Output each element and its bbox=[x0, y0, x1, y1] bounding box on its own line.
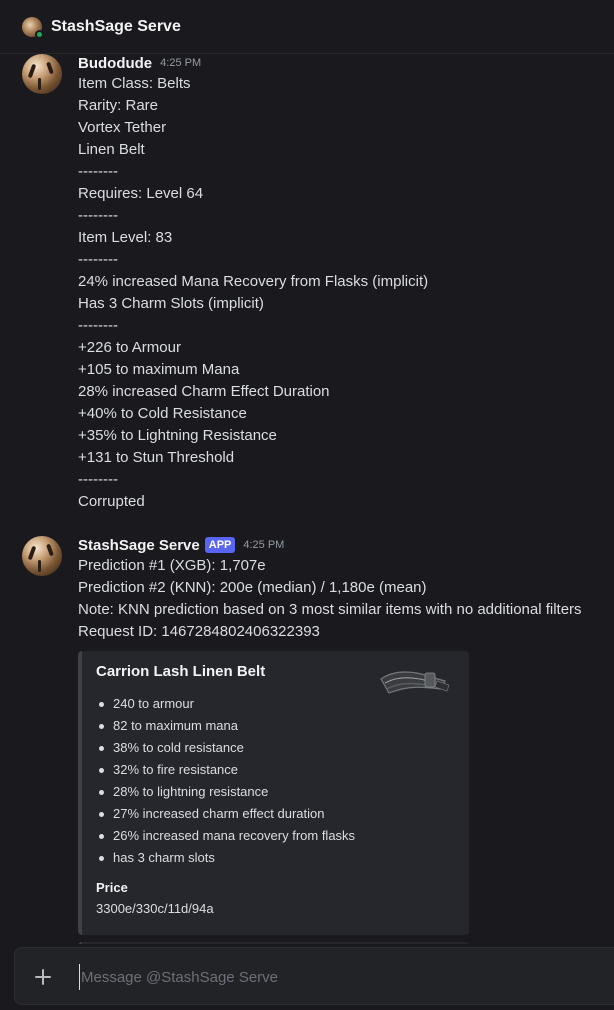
message-line: -------- bbox=[78, 471, 118, 488]
message-line: +40% to Cold Resistance bbox=[78, 405, 247, 422]
message-composer bbox=[14, 947, 614, 1005]
price-label: Price bbox=[96, 880, 128, 895]
message-content bbox=[78, 73, 428, 513]
user-avatar-icon[interactable] bbox=[22, 17, 42, 37]
message-line: -------- bbox=[78, 317, 118, 334]
message-line: Prediction #2 (KNN): 200e (median) / 1,180e (mean) bbox=[78, 579, 427, 596]
message-line: Note: KNN prediction based on 3 most similar items with no additional filters bbox=[78, 601, 582, 618]
message-line: Rarity: Rare bbox=[78, 97, 159, 114]
next-embed-partial bbox=[78, 942, 469, 944]
timestamp: 4:25 PM bbox=[160, 57, 202, 69]
message-line: -------- bbox=[78, 163, 118, 180]
list-item: 240 to armour bbox=[96, 693, 355, 715]
message-line: -------- bbox=[78, 207, 118, 224]
avatar[interactable] bbox=[22, 54, 62, 94]
message-line: Linen Belt bbox=[78, 141, 145, 158]
message-line: Prediction #1 (XGB): 1,707e bbox=[78, 557, 266, 574]
message-line: 28% increased Charm Effect Duration bbox=[78, 383, 330, 400]
message-list[interactable] bbox=[0, 54, 614, 944]
message-line: -------- bbox=[78, 251, 118, 268]
message-line: +35% to Lightning Resistance bbox=[78, 427, 277, 444]
online-status-icon bbox=[35, 30, 44, 39]
message-line: Has 3 Charm Slots (implicit) bbox=[78, 295, 264, 312]
list-item: 27% increased charm effect duration bbox=[96, 803, 355, 825]
message-line: Item Class: Belts bbox=[78, 75, 191, 92]
username[interactable]: Budodude bbox=[78, 54, 153, 72]
channel-title[interactable]: StashSage Serve bbox=[51, 17, 181, 35]
username[interactable]: StashSage Serve bbox=[78, 536, 200, 554]
list-item: 32% to fire resistance bbox=[96, 759, 355, 781]
message-budodude bbox=[0, 54, 614, 524]
message-line: +226 to Armour bbox=[78, 339, 181, 356]
plus-icon[interactable] bbox=[31, 965, 55, 989]
message-line: +105 to maximum Mana bbox=[78, 361, 240, 378]
message-line: Request ID: 1467284802406322393 bbox=[78, 623, 320, 640]
list-item: 38% to cold resistance bbox=[96, 737, 355, 759]
list-item: 28% to lightning resistance bbox=[96, 781, 355, 803]
avatar[interactable] bbox=[22, 536, 62, 576]
timestamp: 4:25 PM bbox=[243, 539, 285, 551]
app-badge: APP bbox=[205, 537, 236, 553]
channel-header bbox=[0, 0, 614, 54]
message-line: 24% increased Mana Recovery from Flasks (implicit) bbox=[78, 273, 429, 290]
list-item: has 3 charm slots bbox=[96, 847, 355, 869]
message-line: Vortex Tether bbox=[78, 119, 167, 136]
list-item: 82 to maximum mana bbox=[96, 715, 355, 737]
message-header bbox=[78, 54, 201, 72]
message-line: Item Level: 83 bbox=[78, 229, 173, 246]
message-line: Requires: Level 64 bbox=[78, 185, 204, 202]
message-header bbox=[78, 536, 284, 554]
item-embed bbox=[78, 651, 469, 935]
message-content bbox=[78, 555, 582, 643]
embed-mod-list bbox=[96, 693, 355, 869]
message-stashsage bbox=[0, 536, 614, 944]
embed-title: Carrion Lash Linen Belt bbox=[96, 663, 266, 680]
price-value: 3300e/330c/11d/94a bbox=[96, 901, 214, 916]
list-item: 26% increased mana recovery from flasks bbox=[96, 825, 355, 847]
message-line: +131 to Stun Threshold bbox=[78, 449, 235, 466]
belt-item-icon[interactable] bbox=[375, 659, 453, 703]
message-input[interactable] bbox=[79, 964, 579, 990]
message-line: Corrupted bbox=[78, 493, 145, 510]
